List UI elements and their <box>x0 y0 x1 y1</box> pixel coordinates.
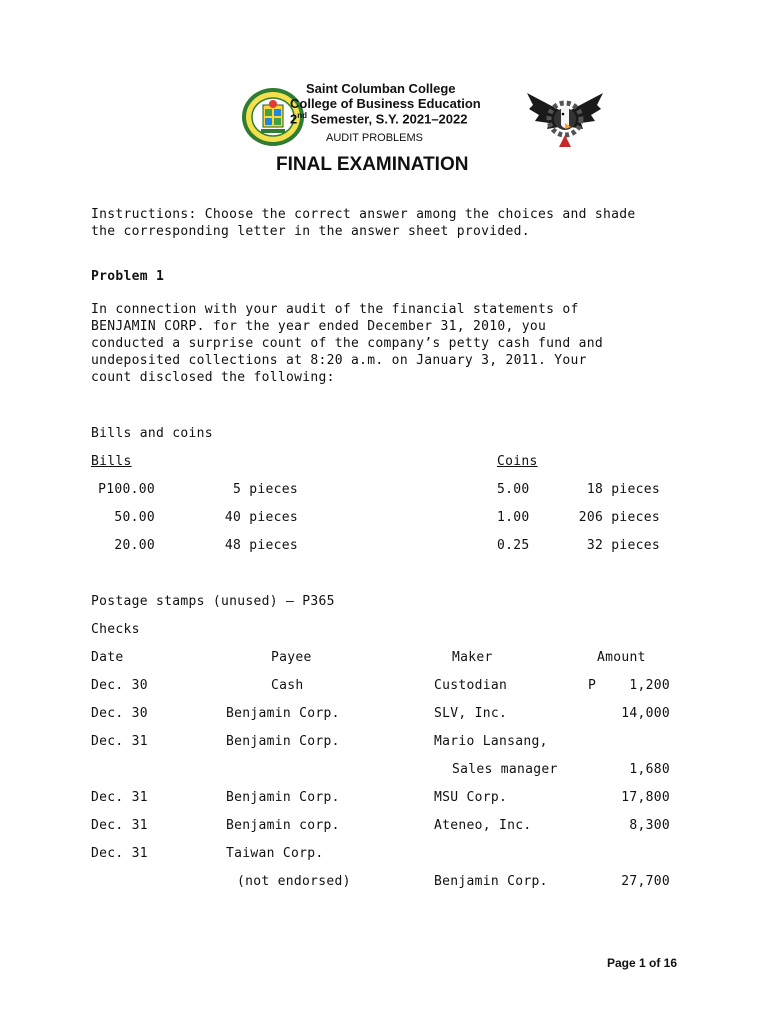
problem-line: In connection with your audit of the financial statements of <box>91 302 579 317</box>
check-payee: Benjamin Corp. <box>226 706 340 721</box>
postage-stamps-line: Postage stamps (unused) – P365 <box>91 594 335 609</box>
column-header-amount: Amount <box>597 650 646 665</box>
bill-denomination: P100.00 <box>98 482 155 497</box>
checks-heading: Checks <box>91 622 140 637</box>
check-maker: Custodian <box>434 678 508 693</box>
exam-title: FINAL EXAMINATION <box>276 154 469 175</box>
check-payee: Benjamin corp. <box>226 818 340 833</box>
check-date: Dec. 31 <box>91 818 148 833</box>
bills-coins-heading: Bills and coins <box>91 426 213 441</box>
coin-denomination: 1.00 <box>497 510 530 525</box>
check-maker: SLV, Inc. <box>434 706 508 721</box>
check-date: Dec. 31 <box>91 734 148 749</box>
winged-eagle-gear-icon <box>506 64 586 132</box>
coins-label: Coins <box>497 454 538 469</box>
department-name: College of Business Education <box>290 96 481 111</box>
coin-quantity: 206 pieces <box>578 510 660 525</box>
coin-quantity: 18 pieces <box>586 482 660 497</box>
column-header-payee: Payee <box>271 650 312 665</box>
check-maker: MSU Corp. <box>434 790 508 805</box>
bill-quantity: 48 pieces <box>224 538 298 553</box>
check-amount: 14,000 <box>621 706 670 721</box>
problem-title: Problem 1 <box>91 269 165 284</box>
college-name: Saint Columban College <box>306 81 456 96</box>
check-payee: Cash <box>271 678 304 693</box>
check-maker: Benjamin Corp. <box>434 874 548 889</box>
check-payee: Benjamin Corp. <box>226 790 340 805</box>
check-payee: (not endorsed) <box>237 874 351 889</box>
check-payee: Taiwan Corp. <box>226 846 324 861</box>
subject-title: AUDIT PROBLEMS <box>326 132 423 144</box>
semester-ordinal: 2 <box>290 111 298 127</box>
page-number: Page 1 of 16 <box>607 956 678 970</box>
check-amount: 1,680 <box>629 762 670 777</box>
instructions-line-2: the corresponding letter in the answer sheet provided. <box>91 224 530 239</box>
check-maker: Ateneo, Inc. <box>434 818 532 833</box>
instructions-line-1: Instructions: Choose the correct answer among the choices and shade <box>91 207 636 222</box>
semester-suffix: nd <box>297 111 308 120</box>
problem-line: count disclosed the following: <box>91 370 335 385</box>
problem-line: conducted a surprise count of the company’s petty cash fund and <box>91 336 603 351</box>
problem-line: undeposited collections at 8:20 a.m. on January 3, 2011. Your <box>91 353 587 368</box>
college-seal-icon <box>222 68 286 128</box>
coin-denomination: 0.25 <box>497 538 530 553</box>
semester-rest: Semester, S.Y. 2021–2022 <box>307 111 468 127</box>
check-date: Dec. 30 <box>91 706 148 721</box>
check-amount: 17,800 <box>621 790 670 805</box>
coin-quantity: 32 pieces <box>586 538 660 553</box>
check-date: Dec. 31 <box>91 790 148 805</box>
check-amount: 1,200 <box>629 678 670 693</box>
bill-denomination: 20.00 <box>114 538 155 553</box>
check-maker: Sales manager <box>452 762 558 777</box>
column-header-date: Date <box>91 650 124 665</box>
bill-quantity: 40 pieces <box>224 510 298 525</box>
bill-denomination: 50.00 <box>114 510 155 525</box>
check-amount: 8,300 <box>629 818 670 833</box>
bills-label: Bills <box>91 454 132 469</box>
check-date: Dec. 30 <box>91 678 148 693</box>
problem-line: BENJAMIN CORP. for the year ended December 31, 2010, you <box>91 319 547 334</box>
coin-denomination: 5.00 <box>497 482 530 497</box>
check-amount: 27,700 <box>621 874 670 889</box>
semester-line <box>290 111 467 126</box>
bill-quantity: 5 pieces <box>232 482 298 497</box>
column-header-maker: Maker <box>452 650 493 665</box>
check-payee: Benjamin Corp. <box>226 734 340 749</box>
check-currency: P <box>588 678 597 693</box>
check-date: Dec. 31 <box>91 846 148 861</box>
check-maker: Mario Lansang, <box>434 734 548 749</box>
